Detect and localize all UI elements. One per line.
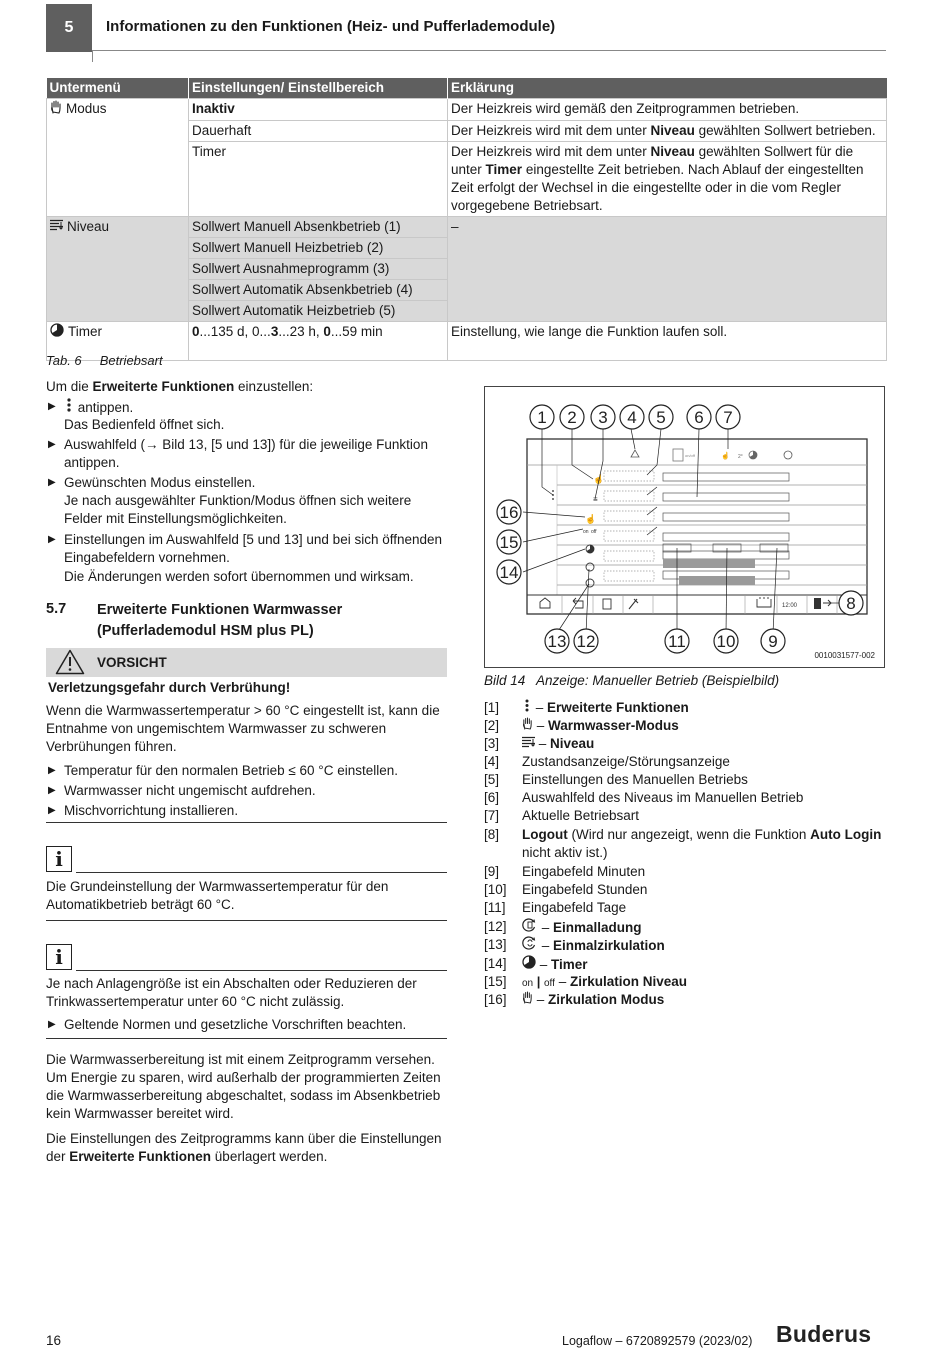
legend-number: [15] [484, 974, 507, 989]
svg-text:☝: ☝ [721, 453, 730, 460]
text: – [538, 938, 554, 953]
text: – [554, 974, 570, 989]
text: – [532, 700, 548, 715]
table-cell: Timer [189, 141, 448, 216]
text-bold: Erweiterte Funktionen [92, 379, 235, 394]
table-cell: Sollwert Manuell Heizbetrieb (2) [189, 237, 448, 258]
legend-number: [2] [484, 718, 500, 733]
text: gewählten Sollwert betrieben. [694, 122, 876, 138]
text-bold: Niveau [650, 122, 695, 138]
svg-text:9: 9 [768, 632, 778, 651]
body-paragraph: Die Warmwasserbereitung ist mit einem Zeitprogramm versehen. Um Energie zu sparen, wird außerhalb der programmierten Zeiten die Warmwasserbereitung abgeschaltet, sodass im Absenkbetrieb kein Warmwasser bereitet wird. [46, 1052, 441, 1121]
hand-icon [50, 100, 62, 119]
table-row [47, 216, 887, 237]
legend-number: [13] [484, 937, 507, 952]
hand-icon [522, 718, 533, 733]
niveau-icon [50, 218, 63, 236]
step-item: ▶ Auswahlfeld (→ Bild 13, [5 und 13]) für die jeweilige Funktion antippen. [46, 436, 448, 472]
table-cell: Sollwert Manuell Absenkbetrieb (1) [189, 216, 448, 237]
submenu-label: Modus [66, 101, 107, 117]
timer-icon [522, 957, 536, 972]
text-bold: Erweiterte Funktionen [69, 1149, 212, 1164]
text: ...135 d, 0... [199, 323, 271, 339]
submenu-label: Timer [68, 323, 102, 339]
table-cell: Sollwert Ausnahmeprogramm (3) [189, 258, 448, 279]
text: Der Heizkreis wird mit dem unter [451, 143, 651, 159]
info-text: Die Grundeinstellung der Warmwassertemperatur für den Automatikbetrieb beträgt 60 °C. [46, 879, 389, 912]
table-header-row [47, 78, 887, 99]
svg-text:☝: ☝ [593, 474, 605, 484]
svg-text:off: off [591, 529, 597, 535]
table-cell: Sollwert Automatik Heizbetrieb (5) [189, 300, 448, 321]
step-result: Die Änderungen werden sofort übernommen und wirksam. [64, 569, 414, 584]
text-bold: Zirkulation Modus [548, 992, 665, 1007]
divider [46, 920, 447, 921]
text: – [536, 957, 552, 972]
on-off-icon: on | off [522, 974, 555, 989]
legend-number: [5] [484, 772, 500, 787]
submenu-label: Niveau [67, 218, 110, 234]
legend-number: [14] [484, 956, 507, 971]
text-bold: Logout [522, 827, 568, 842]
kebab-menu-icon [522, 699, 532, 717]
divider [76, 872, 447, 873]
legend-text: Einstellungen des Manuellen Betriebs [522, 772, 748, 787]
table-cell: Einstellung, wie lange die Funktion laufen soll. [448, 321, 887, 360]
table-header-cell: Erklärung [448, 78, 887, 99]
text-bold: Erweiterte Funktionen [547, 700, 689, 715]
legend-number: [9] [484, 864, 500, 879]
svg-text:5: 5 [656, 408, 666, 427]
legend-text: Eingabefeld Tage [522, 900, 627, 915]
text: – [533, 992, 549, 1007]
submenu-niveau [47, 216, 189, 321]
svg-text:6: 6 [694, 408, 704, 427]
svg-text:12: 12 [576, 632, 596, 651]
warning-step: ▶ Temperatur für den normalen Betrieb ≤ 60 °C einstellen. [46, 762, 448, 780]
text-bold: Zirkulation Niveau [569, 974, 687, 989]
hand-icon [522, 992, 533, 1007]
text: Die Einstellungen des Zeitprogramms kann über die Einstellungen der [46, 1131, 442, 1164]
text: ...23 h, [278, 323, 324, 339]
table-header-cell: Einstellungen/ Einstellbereich [189, 78, 448, 99]
legend-text: Eingabefeld Minuten [522, 864, 646, 879]
chapter-title: Informationen zu den Funktionen (Heiz- und Pufferlademodule) [106, 18, 556, 35]
table-cell-empty [47, 141, 189, 216]
svg-text:8: 8 [846, 594, 856, 613]
legend-number: [7] [484, 808, 500, 823]
text-bold: Niveau [550, 736, 595, 751]
body-paragraph [46, 1130, 448, 1166]
text-bold: Warmwasser-Modus [548, 718, 679, 733]
svg-text:2: 2 [567, 408, 577, 427]
table-row [47, 99, 887, 121]
svg-text:☝: ☝ [585, 514, 597, 524]
text: – [538, 920, 554, 935]
table-header-cell: Untermenü [47, 78, 189, 99]
section-number: 5.7 [46, 601, 67, 617]
warning-step: ▶ Mischvorrichtung installieren. [46, 802, 448, 820]
divider [76, 970, 447, 971]
svg-text:13: 13 [547, 632, 567, 651]
chapter-number: 5 [46, 4, 92, 52]
step-item: ▶ Gewünschten Modus einstellen. [46, 474, 448, 492]
text: – [535, 736, 551, 751]
header-rule [92, 50, 886, 51]
figure-manual-mode-display [484, 386, 885, 668]
table-cell: Sollwert Automatik Absenkbetrieb (4) [189, 279, 448, 300]
table-cell: Der Heizkreis wird gemäß den Zeitprogrammen betrieben. [448, 99, 887, 121]
legend-number: [8] [484, 827, 500, 842]
info-icon: i [46, 846, 72, 872]
single-charge-icon [522, 920, 538, 935]
text: nicht aktiv ist.) [522, 827, 886, 860]
svg-text:12:00: 12:00 [782, 603, 798, 609]
section-title: Erweiterte Funktionen Warmwasser (Pufferlademodul HSM plus PL) [97, 602, 343, 639]
text-bold: 0 [323, 323, 331, 339]
svg-text:10: 10 [716, 632, 736, 651]
table-cell-empty [47, 120, 189, 141]
text: Um die [46, 379, 93, 394]
step-item: ▶ Einstellungen im Auswahlfeld [5 und 13] und bei sich öffnenden Eingabefeldern vornehmen. [46, 531, 448, 567]
kebab-menu-icon [64, 398, 74, 417]
text: gewählten Sollwert für die unter [451, 143, 854, 177]
table-cell: Dauerhaft [189, 120, 448, 141]
text-bold: Niveau [650, 143, 695, 159]
text-bold: 0 [192, 323, 200, 339]
text-bold: Auto Login [810, 827, 882, 842]
figure-caption: Bild 14 Anzeige: Manueller Betrieb (Beispielbild) [484, 673, 780, 688]
table-row [47, 321, 887, 360]
warning-step: ▶ Warmwasser nicht ungemischt aufdrehen. [46, 782, 448, 800]
legend-number: [6] [484, 790, 500, 805]
legend-number: [4] [484, 754, 500, 769]
page-number: 16 [46, 1333, 62, 1348]
text: ...59 min [330, 323, 383, 339]
divider [46, 822, 447, 823]
text: on [522, 978, 534, 989]
text-bold: Einmalzirkulation [553, 938, 665, 953]
single-circulation-icon [522, 938, 538, 953]
legend-number: [11] [484, 900, 506, 915]
legend-number: [12] [484, 919, 507, 934]
submenu-modus [47, 99, 189, 121]
legend-text: Auswahlfeld des Niveaus im Manuellen Betrieb [522, 790, 804, 805]
text-bold: Timer [485, 161, 523, 177]
svg-text:16: 16 [499, 503, 519, 522]
table-row [47, 141, 887, 216]
text: – [533, 718, 549, 733]
table-row [47, 120, 887, 141]
text: antippen. [74, 400, 134, 415]
legend-number: [16] [484, 992, 507, 1007]
svg-text:0010031577-002: 0010031577-002 [814, 651, 875, 660]
table-cell [448, 120, 887, 141]
text-bold: Timer [551, 957, 588, 972]
svg-text:on: on [583, 529, 589, 535]
warning-triangle-icon [55, 649, 85, 680]
warning-heading: Verletzungsgefahr durch Verbrühung! [48, 680, 291, 695]
text: einzustellen: [234, 379, 314, 394]
text: überlagert werden. [211, 1149, 328, 1164]
header-tick [92, 50, 93, 62]
legend-text: Zustandsanzeige/Störungsanzeige [522, 754, 730, 769]
step-item [46, 398, 448, 417]
svg-text:1: 1 [537, 408, 547, 427]
table-caption: Tab. 6 Betriebsart [46, 353, 163, 368]
svg-text:7: 7 [723, 408, 733, 427]
svg-text:15: 15 [499, 533, 519, 552]
legend-text: Eingabefeld Stunden [522, 882, 648, 897]
legend-text: Aktuelle Betriebsart [522, 808, 640, 823]
text-bold: 3 [270, 323, 279, 339]
text: off [544, 978, 555, 989]
warning-label: VORSICHT [97, 655, 167, 670]
legend-number: [3] [484, 736, 500, 751]
function-table [46, 78, 887, 361]
info-text: Je nach Anlagengröße ist ein Abschalten oder Reduzieren der Trinkwassertemperatur unter 60 °C nicht zulässig. [46, 976, 417, 1009]
text-bold: Einmalladung [553, 920, 642, 935]
text: Der Heizkreis wird mit dem unter [451, 122, 651, 138]
info-step: ▶ Geltende Normen und gesetzliche Vorschriften beachten. [46, 1016, 448, 1034]
step-result: Das Bedienfeld öffnet sich. [64, 417, 225, 432]
text: eingestellte Zeit betrieben. Nach Ablauf der eingestellten Zeit erfolgt der Wechsel in die eingestellte oder in die vom Regler vorgegebene Betriebsart. [451, 161, 864, 213]
timer-icon [50, 323, 64, 342]
setting-value: Inaktiv [192, 101, 235, 116]
niveau-icon [522, 736, 535, 751]
document-reference: Logaflow – 6720892579 (2023/02) [562, 1334, 753, 1348]
legend-number: [1] [484, 700, 500, 715]
legend-number: [10] [484, 882, 507, 897]
svg-text:on/off: on/off [685, 453, 695, 458]
intro-text [46, 378, 448, 396]
brand-logo: Buderus [776, 1321, 872, 1347]
svg-text:11: 11 [668, 632, 686, 651]
svg-text:14: 14 [499, 563, 519, 582]
text: (Wird nur angezeigt, wenn die Funktion [567, 827, 811, 842]
table-cell: – [448, 216, 887, 321]
step-result: Je nach ausgewählter Funktion/Modus öffnen sich weitere Felder mit Einstellungsmöglichkeiten. [64, 493, 412, 526]
table-cell [448, 141, 887, 216]
svg-text:≡: ≡ [593, 495, 598, 504]
warning-text: Wenn die Warmwassertemperatur > 60 °C eingestellt ist, kann die Entnahme von ungemischtem Warmwasser zu schweren Verbrühungen führen. [46, 703, 440, 754]
svg-text:2°: 2° [738, 454, 743, 460]
info-icon: i [46, 944, 72, 970]
svg-text:4: 4 [627, 408, 637, 427]
svg-text:3: 3 [598, 408, 608, 427]
table-cell [189, 321, 448, 360]
table-cell [189, 99, 448, 121]
divider [46, 1038, 447, 1039]
